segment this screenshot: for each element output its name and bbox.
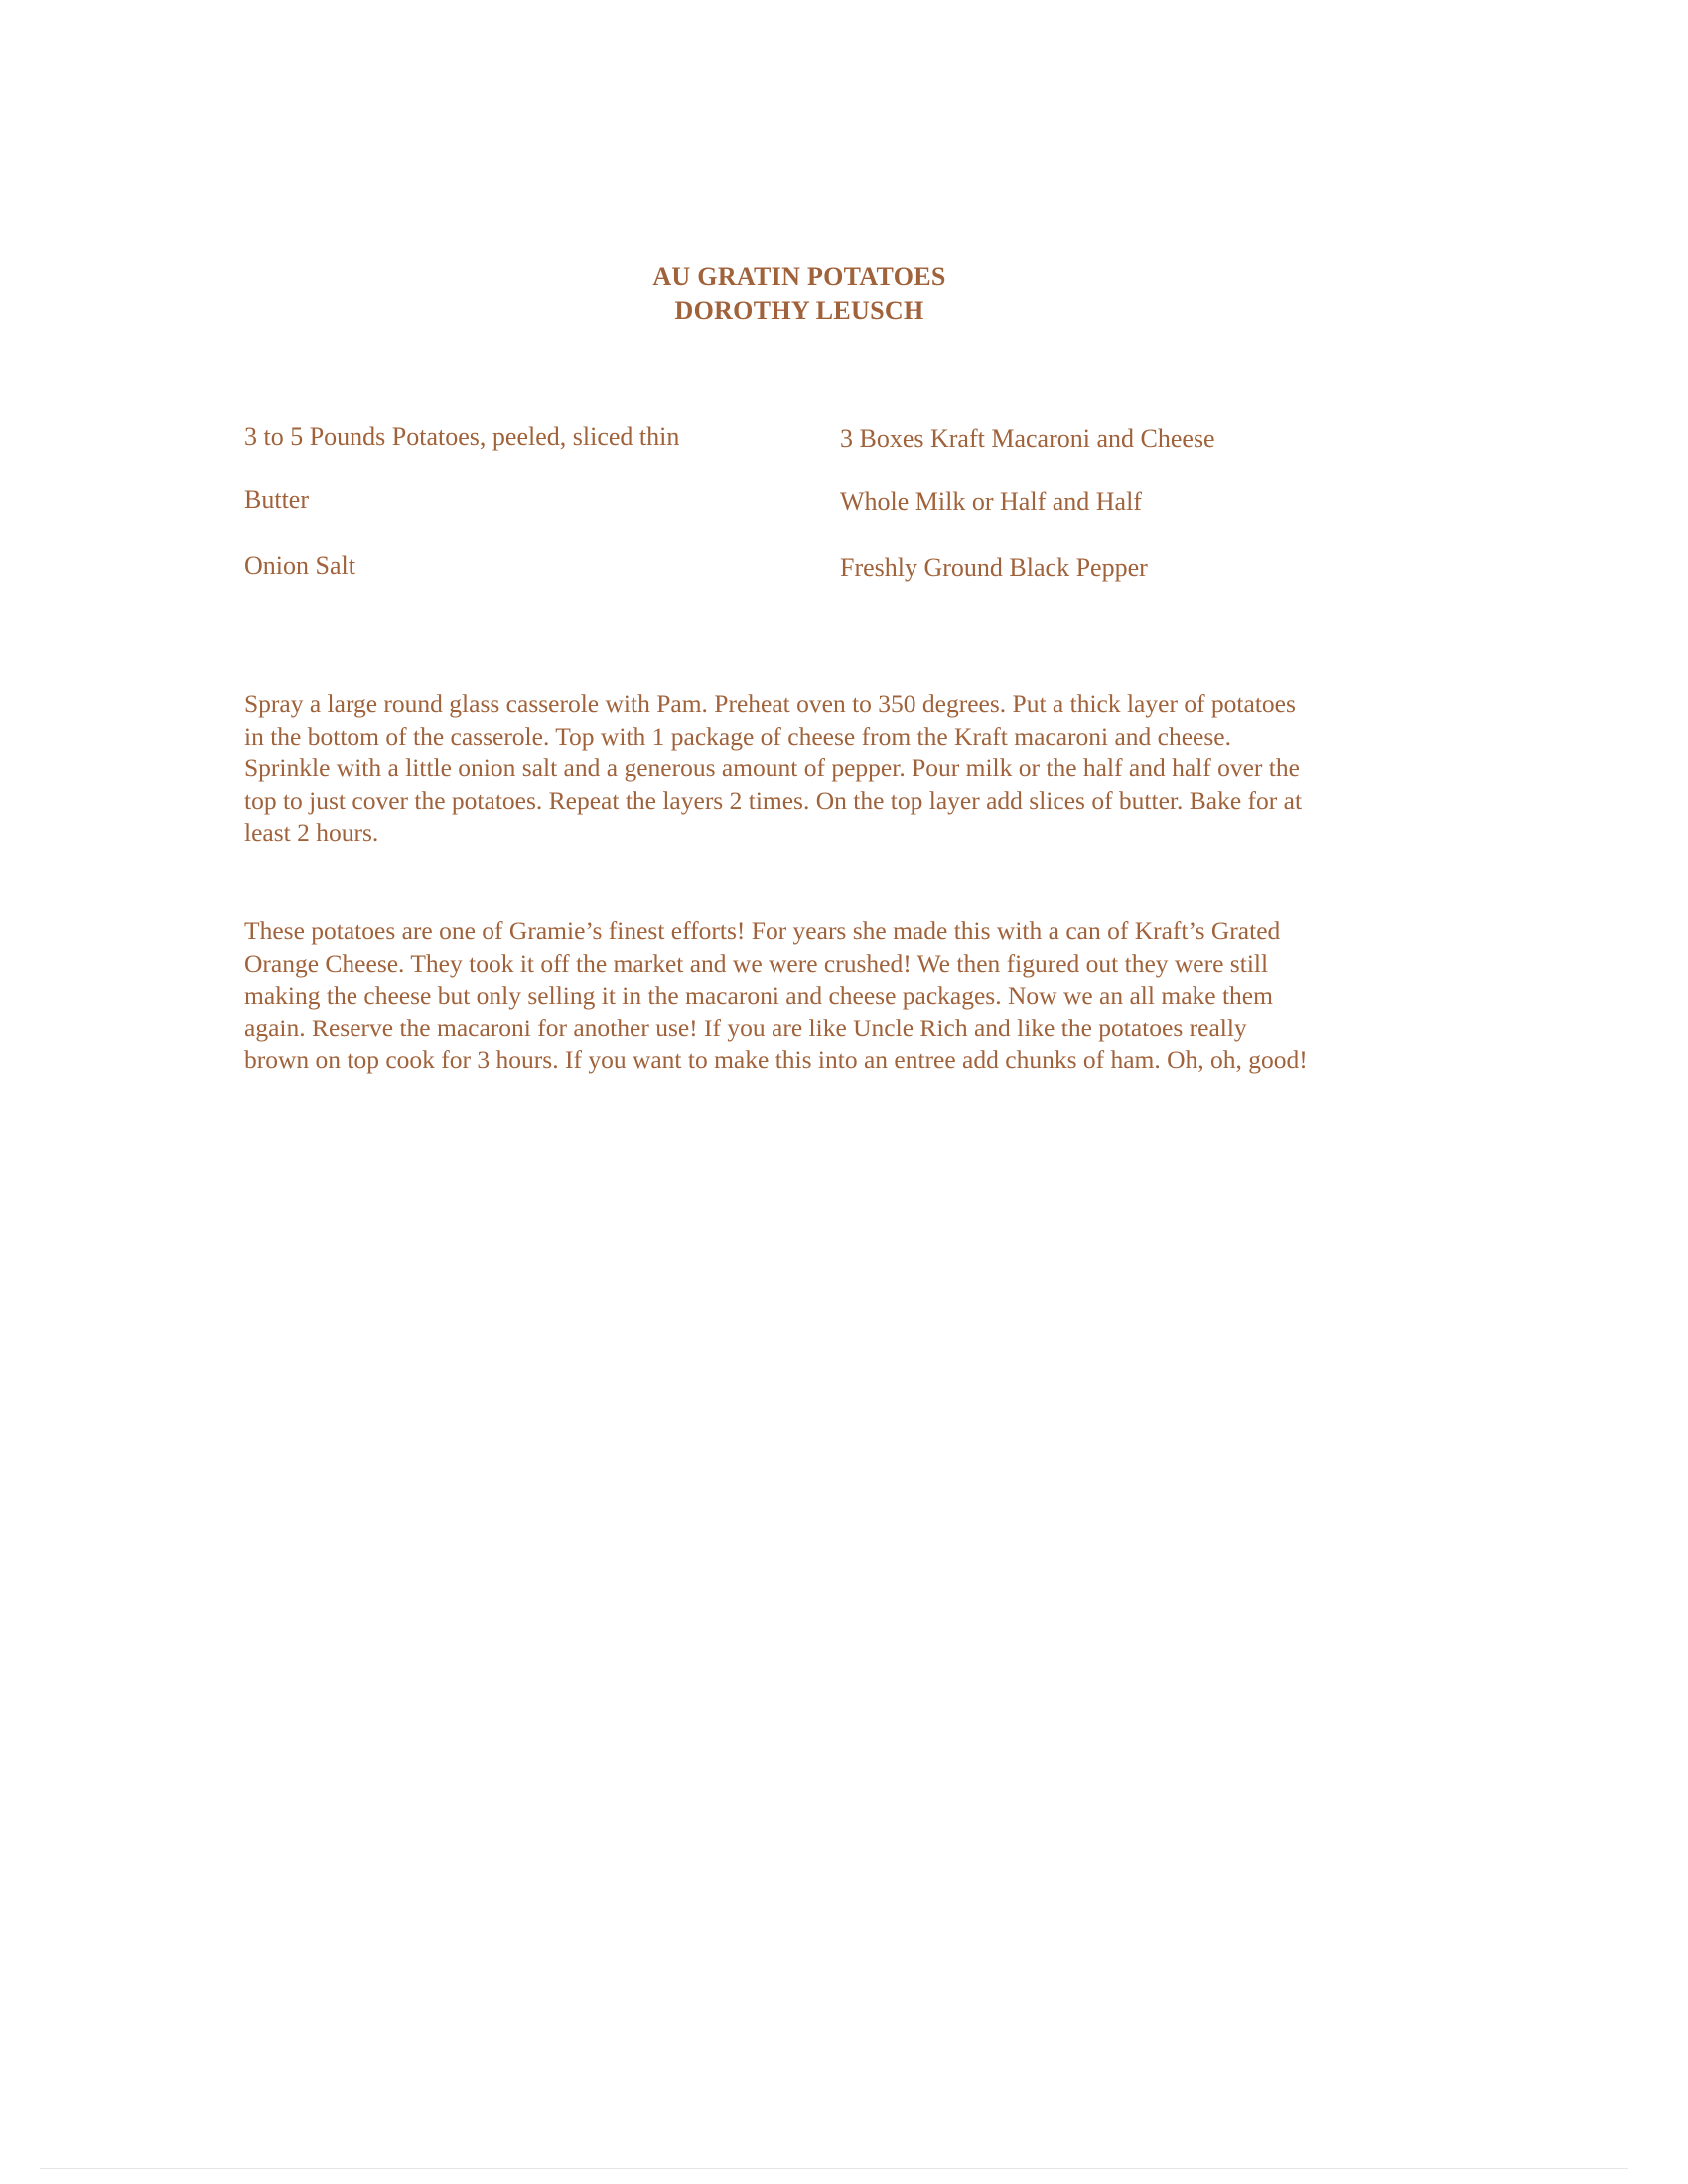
scan-edge-line bbox=[40, 2168, 1628, 2169]
ingredient-item: Butter bbox=[244, 485, 309, 514]
ingredient-item: 3 to 5 Pounds Potatoes, peeled, sliced thin bbox=[244, 422, 680, 451]
notes-line: Orange Cheese. They took it off the market and we were crushed! We then figured out they were still bbox=[244, 948, 1269, 978]
directions-line: least 2 hours. bbox=[244, 818, 379, 847]
directions-line: Sprinkle with a little onion salt and a generous amount of pepper. Pour milk or the half and half over the bbox=[244, 753, 1300, 782]
recipe-author: DOROTHY LEUSCH bbox=[674, 296, 924, 325]
ingredient-item: Freshly Ground Black Pepper bbox=[840, 553, 1148, 582]
directions-line: top to just cover the potatoes. Repeat the layers 2 times. On the top layer add slices of butter. Bake for at bbox=[244, 785, 1303, 815]
recipe-title: AU GRATIN POTATOES bbox=[652, 262, 946, 291]
directions-line: Spray a large round glass casserole with Pam. Preheat oven to 350 degrees. Put a thick layer of potatoes bbox=[244, 689, 1296, 718]
notes-paragraph bbox=[244, 915, 1436, 1077]
notes-line: brown on top cook for 3 hours. If you want to make this into an entree add chunks of ham. Oh, oh, good! bbox=[244, 1045, 1308, 1074]
directions-line: in the bottom of the casserole. Top with 1 package of cheese from the Kraft macaroni and cheese. bbox=[244, 721, 1231, 751]
ingredient-item: Whole Milk or Half and Half bbox=[840, 487, 1142, 516]
notes-line: again. Reserve the macaroni for another use! If you are like Uncle Rich and like the potatoes really bbox=[244, 1013, 1247, 1042]
directions-paragraph bbox=[244, 688, 1436, 850]
recipe-header bbox=[0, 260, 1599, 328]
notes-line: These potatoes are one of Gramie’s finest efforts! For years she made this with a can of Kraft’s Grated bbox=[244, 916, 1281, 945]
ingredient-item: Onion Salt bbox=[244, 551, 355, 580]
ingredient-item: 3 Boxes Kraft Macaroni and Cheese bbox=[840, 424, 1215, 453]
notes-line: making the cheese but only selling it in the macaroni and cheese packages. Now we an all make them bbox=[244, 981, 1273, 1010]
